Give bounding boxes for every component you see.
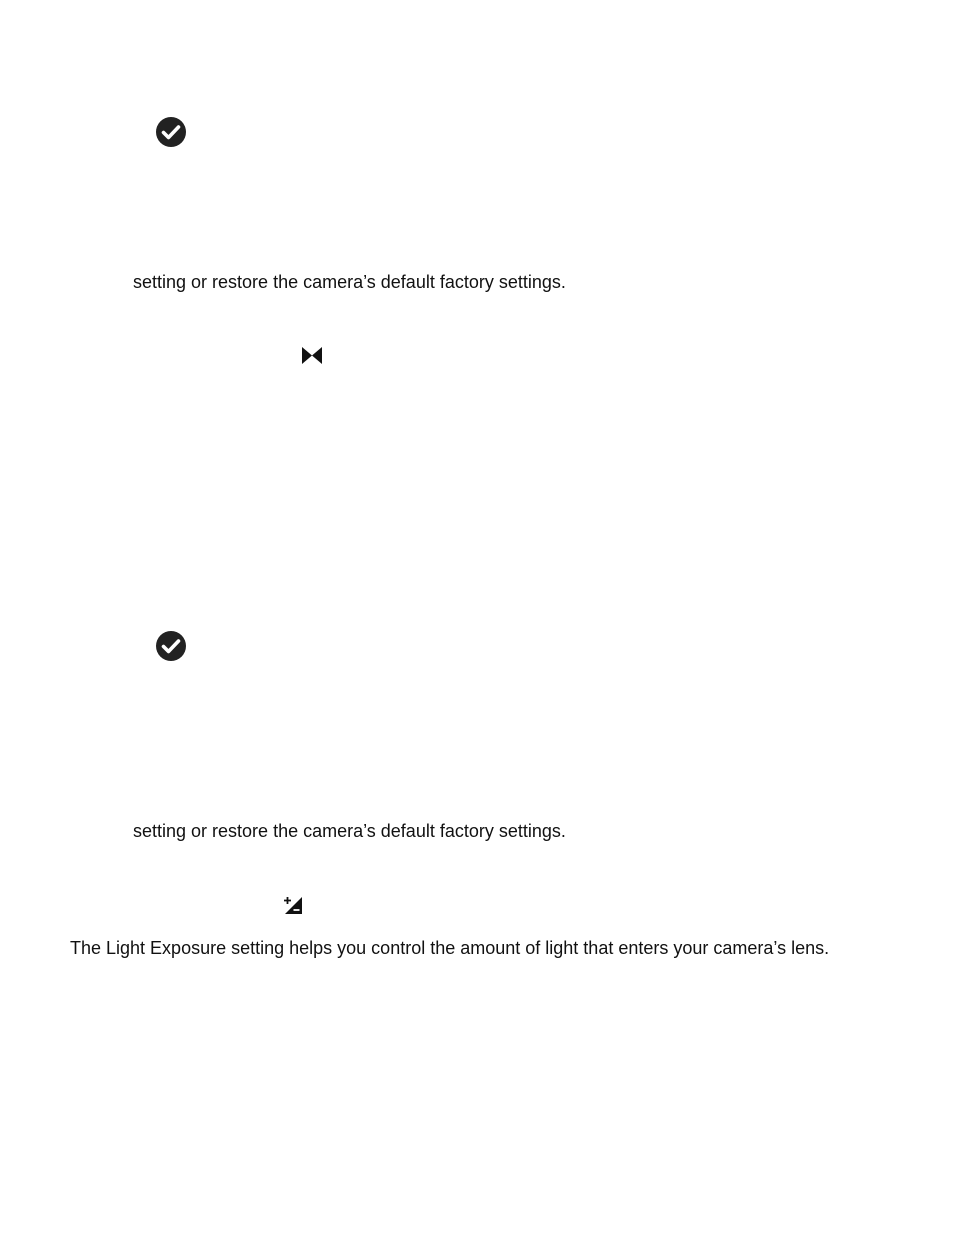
section-one-text: setting or restore the camera’s default factory settings. — [133, 272, 566, 292]
section-two-text: setting or restore the camera’s default factory settings. — [133, 821, 566, 841]
check-circle-icon — [155, 630, 187, 662]
bowtie-icon — [302, 347, 322, 364]
light-exposure-description: The Light Exposure setting helps you control the amount of light that enters your camera’s lens. — [70, 938, 830, 958]
check-circle-icon — [155, 116, 187, 148]
exposure-compensation-icon — [283, 896, 303, 915]
